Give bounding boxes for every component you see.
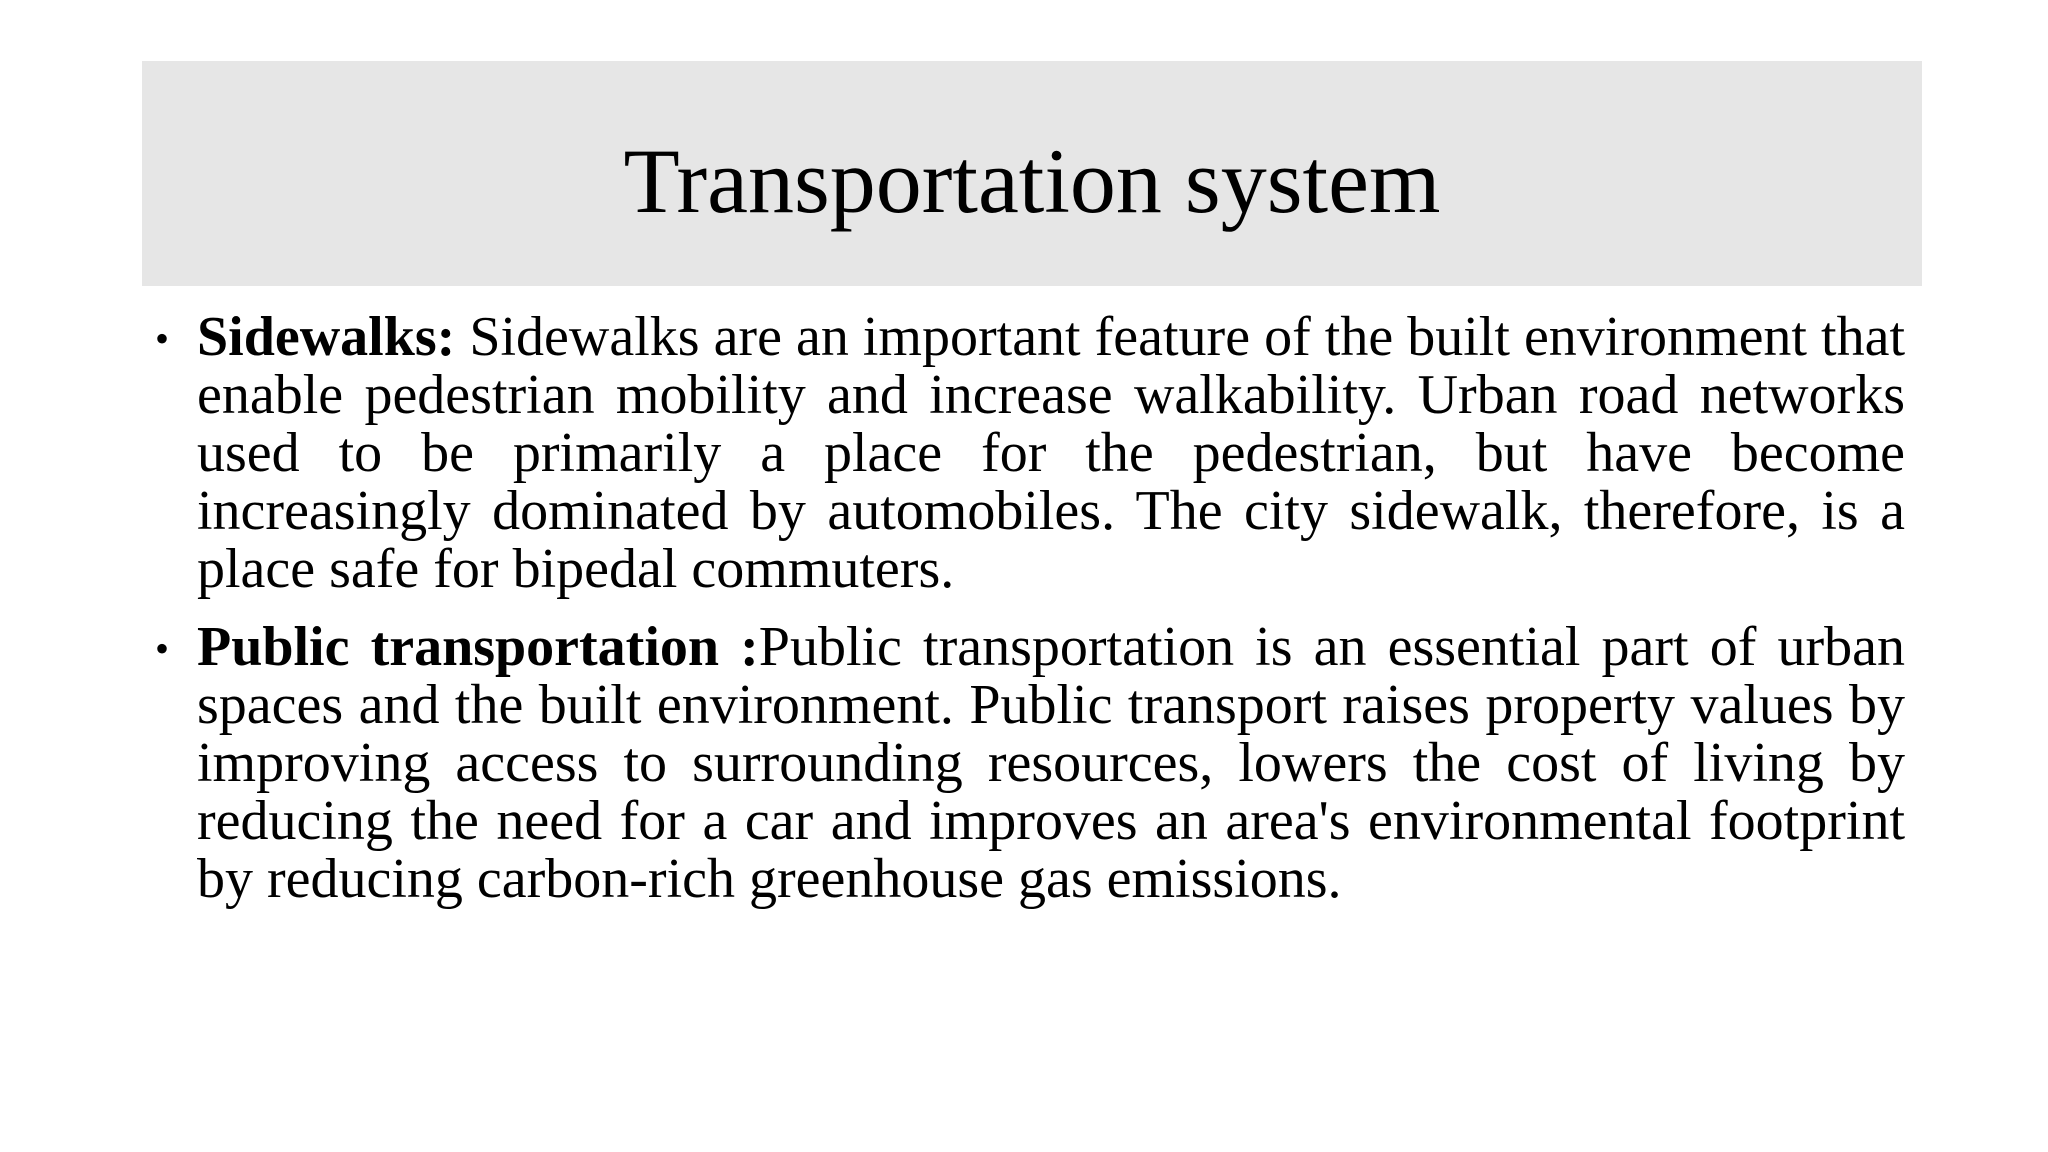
bullet-icon: • <box>155 626 170 671</box>
bullet-item-sidewalks <box>150 308 1905 598</box>
bullet-label: Sidewalks: <box>197 306 456 368</box>
bullet-label: Public transportation : <box>197 616 759 678</box>
bullet-body: Sidewalks are an important feature of the built environment that enable pedestrian mobility and increase walkability. Urban road networks used to be primarily a place for the pedestrian, but have become increasingly dominated by automobiles. The city sidewalk, therefore, is a place safe for bipedal commuters. <box>197 306 1905 600</box>
bullet-paragraph <box>197 308 1905 598</box>
bullet-icon: • <box>155 316 170 361</box>
slide-content <box>150 308 1905 928</box>
bullet-body: Public transportation is an essential part of urban spaces and the built environment. Public transport raises property values by improving access to surrounding resources, lowers the cost of living by reducing the need for a car and improves an area's environmental footprint by reducing carbon-rich greenhouse gas emissions. <box>197 616 1906 910</box>
slide-title: Transportation system <box>623 130 1441 232</box>
title-bar <box>142 61 1922 286</box>
bullet-paragraph <box>197 618 1905 908</box>
bullet-item-public-transportation <box>150 618 1905 908</box>
